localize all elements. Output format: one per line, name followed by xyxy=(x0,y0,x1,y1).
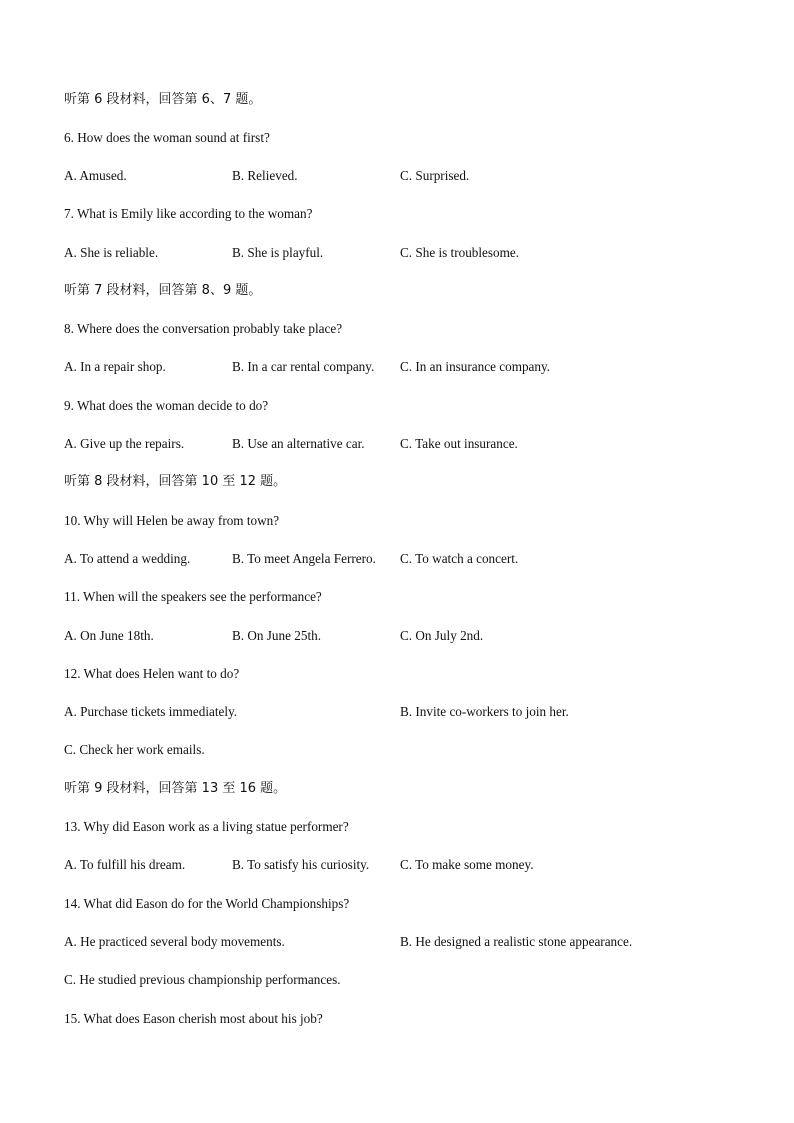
option-a: A. To fulfill his dream. xyxy=(64,857,186,872)
question-stem: 12. What does Helen want to do? xyxy=(64,666,240,681)
option-c: C. Check her work emails. xyxy=(64,742,205,757)
option-b: B. On June 25th. xyxy=(232,628,322,643)
option-a: A. To attend a wedding. xyxy=(64,551,191,566)
option-a: A. Purchase tickets immediately. xyxy=(64,704,238,719)
option-b: B. Relieved. xyxy=(232,168,298,183)
section-heading: 听第 9 段材料，回答第 13 至 16 题。 xyxy=(64,781,287,796)
question-stem: 9. What does the woman decide to do? xyxy=(64,398,269,413)
option-b: B. She is playful. xyxy=(232,245,324,260)
question-stem: 8. Where does the conversation probably take place? xyxy=(64,321,343,336)
section-heading: 听第 7 段材料，回答第 8、9 题。 xyxy=(64,283,262,298)
question-stem: 14. What did Eason do for the World Championships? xyxy=(64,896,350,911)
option-a: A. Amused. xyxy=(64,168,127,183)
section-heading: 听第 8 段材料，回答第 10 至 12 题。 xyxy=(64,474,287,489)
option-c: C. To watch a concert. xyxy=(400,551,519,566)
option-c: C. Surprised. xyxy=(400,168,470,183)
option-b: B. Invite co-workers to join her. xyxy=(400,704,569,719)
question-stem: 6. How does the woman sound at first? xyxy=(64,130,270,145)
option-c: C. Take out insurance. xyxy=(400,436,518,451)
option-a: A. She is reliable. xyxy=(64,245,159,260)
option-c: C. He studied previous championship performances. xyxy=(64,972,341,987)
option-b: B. He designed a realistic stone appearance. xyxy=(400,934,633,949)
option-c: C. She is troublesome. xyxy=(400,245,520,260)
option-c: C. To make some money. xyxy=(400,857,534,872)
option-b: B. In a car rental company. xyxy=(232,359,375,374)
question-stem: 7. What is Emily like according to the woman? xyxy=(64,206,313,221)
option-a: A. He practiced several body movements. xyxy=(64,934,285,949)
question-stem: 13. Why did Eason work as a living statue performer? xyxy=(64,819,349,834)
section-heading: 听第 6 段材料，回答第 6、7 题。 xyxy=(64,92,262,107)
option-a: A. In a repair shop. xyxy=(64,359,166,374)
question-stem: 15. What does Eason cherish most about his job? xyxy=(64,1011,323,1026)
option-a: A. Give up the repairs. xyxy=(64,436,185,451)
option-c: C. In an insurance company. xyxy=(400,359,551,374)
option-c: C. On July 2nd. xyxy=(400,628,484,643)
question-stem: 11. When will the speakers see the performance? xyxy=(64,589,322,604)
option-b: B. To meet Angela Ferrero. xyxy=(232,551,376,566)
option-b: B. To satisfy his curiosity. xyxy=(232,857,370,872)
option-a: A. On June 18th. xyxy=(64,628,154,643)
option-b: B. Use an alternative car. xyxy=(232,436,365,451)
question-stem: 10. Why will Helen be away from town? xyxy=(64,513,280,528)
